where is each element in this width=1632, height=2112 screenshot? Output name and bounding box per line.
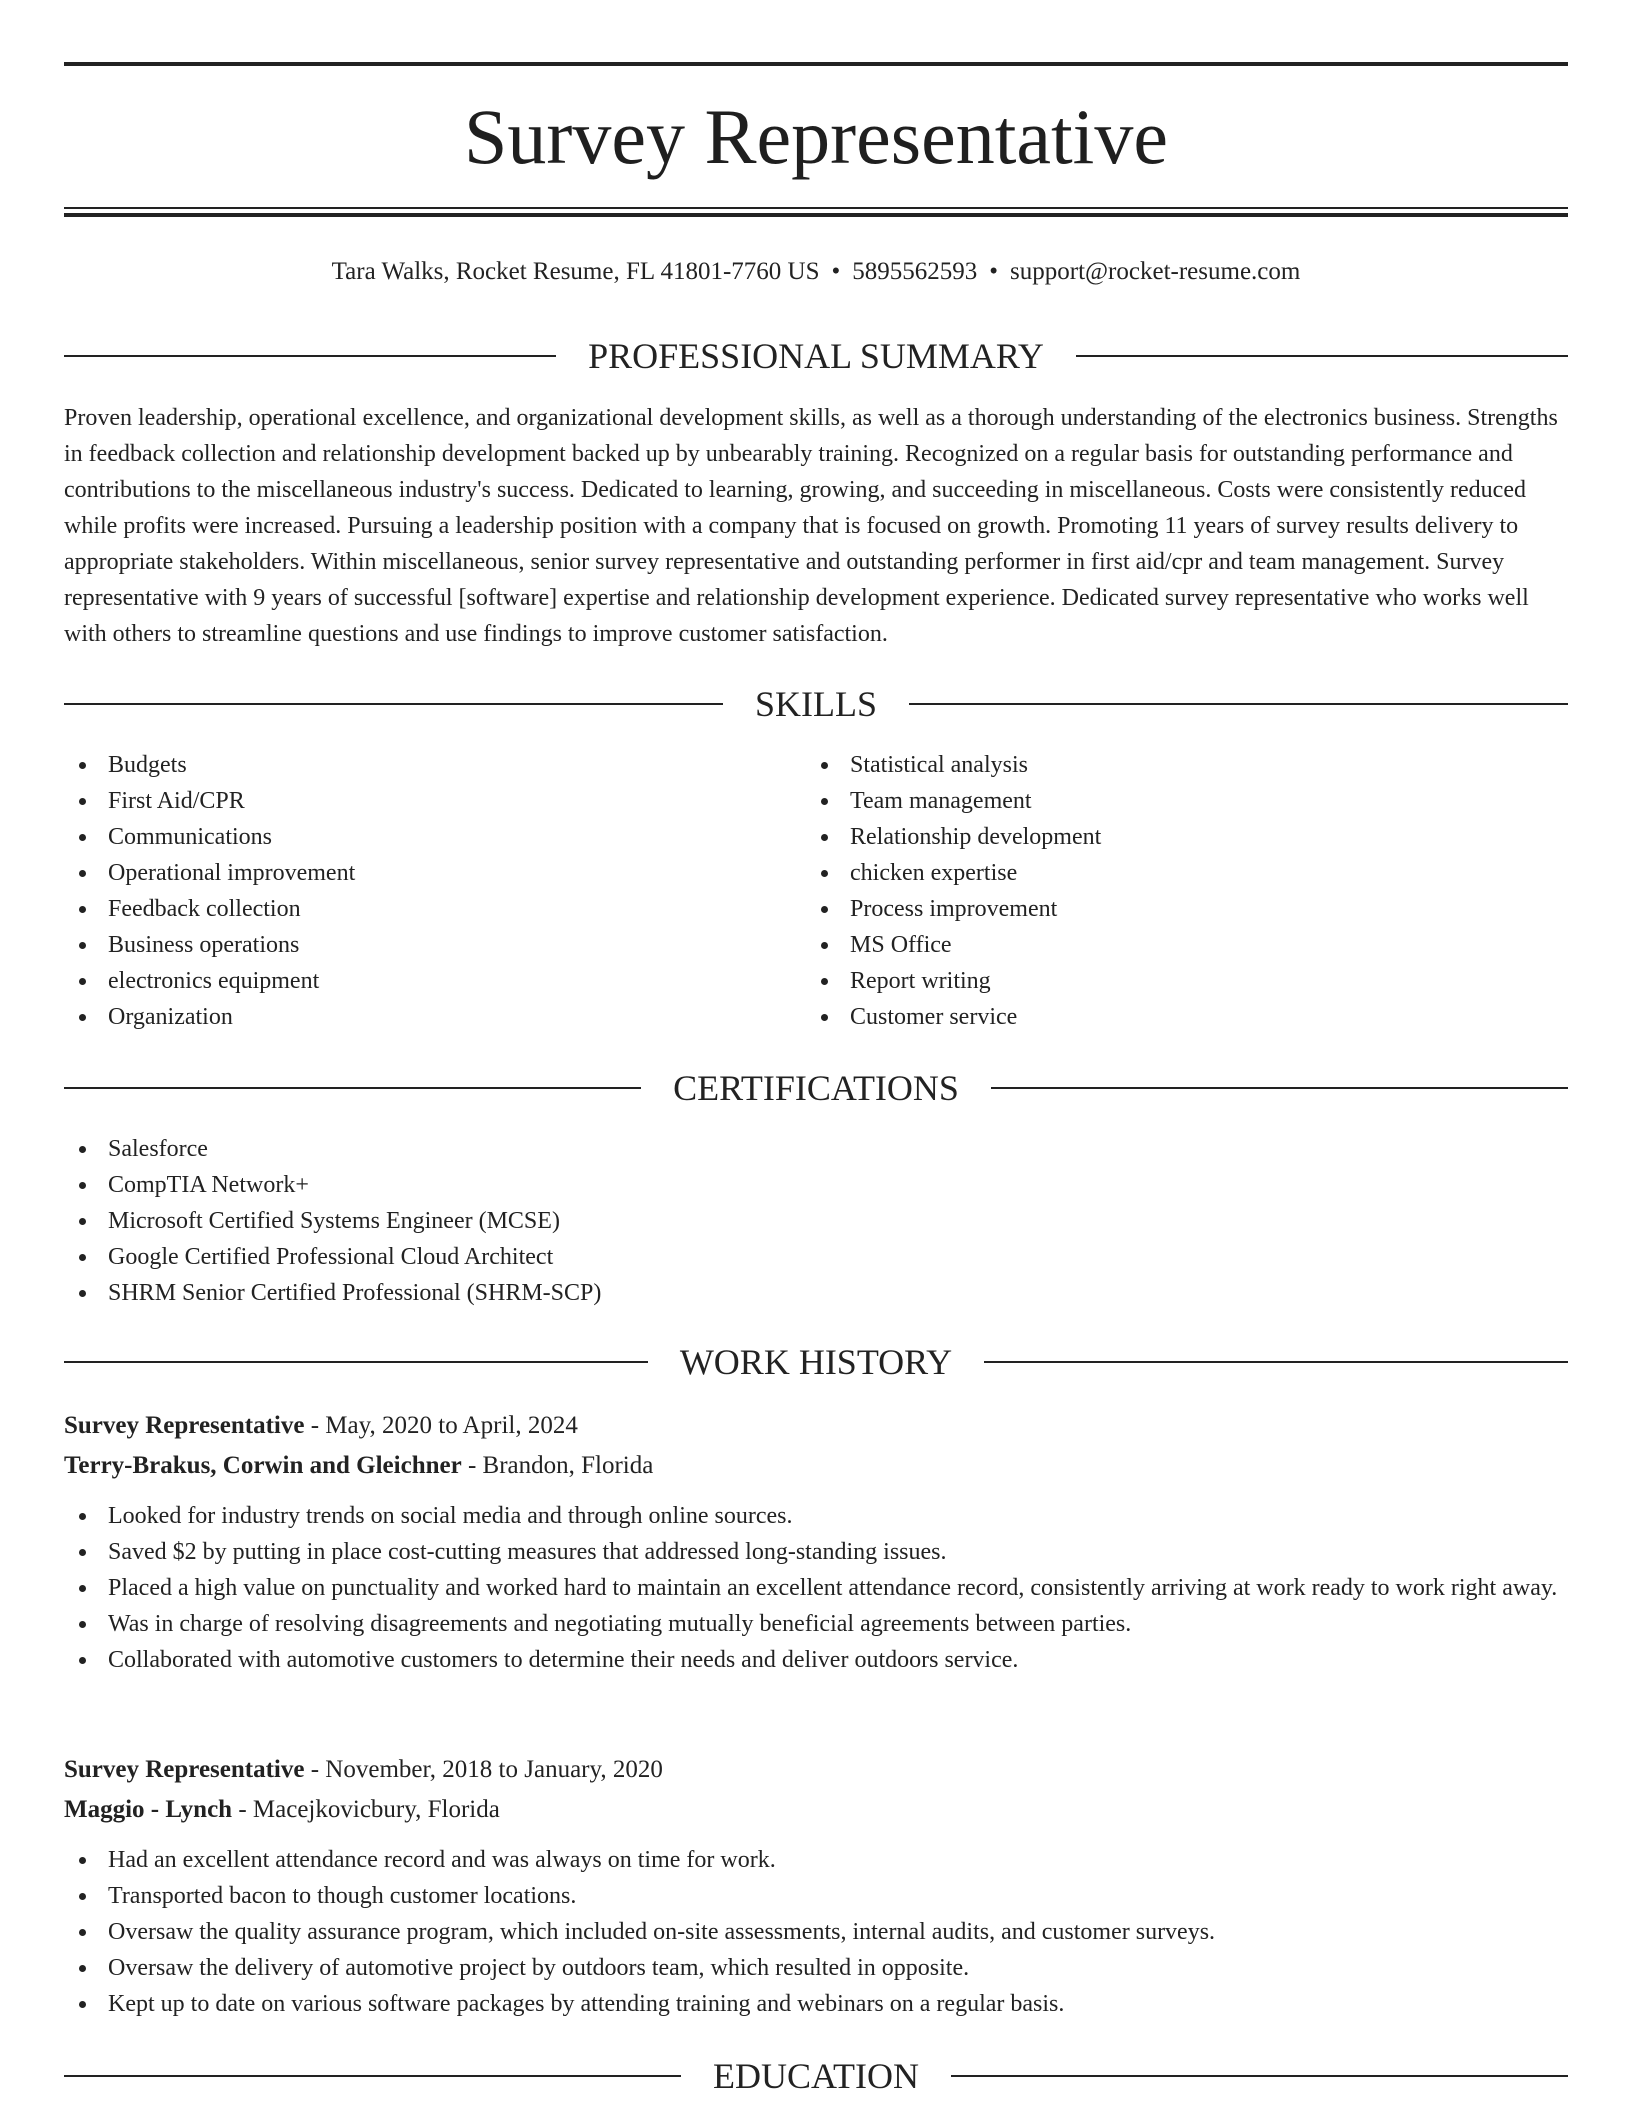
section-heading-work-history (64, 1344, 1568, 1380)
job-company: Maggio - Lynch (64, 1796, 233, 1823)
list-item: Placed a high value on punctuality and worked hard to maintain an excellent attendance record, consistently arriving at work ready to work right away. (64, 1570, 1568, 1606)
list-item: Salesforce (64, 1131, 1568, 1167)
job-dates: - May, 2020 to April, 2024 (304, 1412, 578, 1439)
list-item: Organization (64, 999, 806, 1035)
job-title: Survey Representative (64, 1412, 305, 1439)
job-entry (64, 1406, 1568, 1678)
heading-rule-left (64, 1361, 648, 1363)
list-item: Oversaw the delivery of automotive project by outdoors team, which resulted in opposite. (64, 1950, 1568, 1986)
contact-line (64, 259, 1568, 284)
skills-list (64, 747, 1568, 1035)
list-item: Microsoft Certified Systems Engineer (MCSE) (64, 1203, 1568, 1239)
list-item: CompTIA Network+ (64, 1167, 1568, 1203)
header-double-rule-bottom (64, 213, 1568, 217)
job-title: Survey Representative (64, 1756, 305, 1783)
list-item: Looked for industry trends on social media and through online sources. (64, 1498, 1568, 1534)
list-item: Process improvement (806, 891, 1548, 927)
bullet-separator: • (831, 258, 841, 285)
list-item: Feedback collection (64, 891, 806, 927)
heading-rule-left (64, 703, 723, 705)
list-item: Team management (806, 783, 1548, 819)
job-location: - Brandon, Florida (461, 1452, 654, 1479)
skills-column-right (806, 747, 1548, 1035)
contact-address: Tara Walks, Rocket Resume, FL 41801-7760 US (331, 258, 820, 285)
header-top-rule (64, 62, 1568, 66)
heading-rule-left (64, 1087, 641, 1089)
list-item: Kept up to date on various software packages by attending training and webinars on a regular basis. (64, 1986, 1568, 2022)
job-bullets (64, 1842, 1568, 2022)
job-company-line (64, 1446, 1568, 1486)
section-title: PROFESSIONAL SUMMARY (588, 336, 1044, 376)
job-location: - Macejkovicbury, Florida (232, 1796, 500, 1823)
list-item: First Aid/CPR (64, 783, 806, 819)
list-item: Operational improvement (64, 855, 806, 891)
list-item: electronics equipment (64, 963, 806, 999)
job-dates: - November, 2018 to January, 2020 (304, 1756, 663, 1783)
list-item: Statistical analysis (806, 747, 1548, 783)
list-item: Collaborated with automotive customers to determine their needs and deliver outdoors service. (64, 1642, 1568, 1678)
list-item: Customer service (806, 999, 1548, 1035)
heading-rule-left (64, 355, 556, 357)
section-title: CERTIFICATIONS (673, 1068, 959, 1108)
contact-phone: 5895562593 (852, 258, 978, 285)
job-title-line (64, 1406, 1568, 1446)
section-title: WORK HISTORY (679, 1342, 953, 1382)
page-title: Survey Representative (464, 93, 1168, 180)
list-item: Was in charge of resolving disagreements and negotiating mutually beneficial agreements between parties. (64, 1606, 1568, 1642)
section-heading-summary (64, 338, 1568, 374)
job-company-line (64, 1790, 1568, 1830)
section-heading-skills (64, 686, 1568, 722)
summary-text: Proven leadership, operational excellence, and organizational development skills, as well as a thorough understanding of the electronics business. Strengths in feedback collection and relationship development backed up by unbearably training. Recognized on a regular basis for outstanding performance and contributions to the miscellaneous industry's success. Dedicated to learning, growing, and succeeding in miscellaneous. Costs were consistently reduced while profits were increased. Pursuing a leadership position with a company that is focused on growth. Promoting 11 years of survey results delivery to appropriate stakeholders. Within miscellaneous, senior survey representative and outstanding performer in first aid/cpr and team management. Survey representative with 9 years of successful [software] expertise and relationship development experience. Dedicated survey representative who works well with others to streamline questions and use findings to improve customer satisfaction. (64, 405, 1558, 647)
list-item: SHRM Senior Certified Professional (SHRM-SCP) (64, 1275, 1568, 1311)
job-bullets (64, 1498, 1568, 1678)
section-heading-education (64, 2058, 1568, 2094)
heading-rule-right (984, 1361, 1568, 1363)
list-item: Google Certified Professional Cloud Architect (64, 1239, 1568, 1275)
job-company: Terry-Brakus, Corwin and Gleichner (64, 1452, 462, 1479)
list-item: Oversaw the quality assurance program, which included on-site assessments, internal audits, and customer surveys. (64, 1914, 1568, 1950)
contact-email: support@rocket-resume.com (1010, 258, 1301, 285)
list-item: Saved $2 by putting in place cost-cutting measures that addressed long-standing issues. (64, 1534, 1568, 1570)
section-heading-certifications (64, 1070, 1568, 1106)
job-title-line (64, 1750, 1568, 1790)
list-item: chicken expertise (806, 855, 1548, 891)
list-item: Business operations (64, 927, 806, 963)
heading-rule-right (909, 703, 1568, 705)
heading-rule-right (991, 1087, 1568, 1089)
section-title: EDUCATION (713, 2056, 919, 2096)
list-item: Communications (64, 819, 806, 855)
list-item: Had an excellent attendance record and was always on time for work. (64, 1842, 1568, 1878)
job-entry (64, 1750, 1568, 2022)
skills-column-left (64, 747, 806, 1035)
list-item: Budgets (64, 747, 806, 783)
heading-rule-right (1076, 355, 1568, 357)
header-double-rule-top (64, 207, 1568, 209)
heading-rule-right (951, 2075, 1568, 2077)
section-title: SKILLS (755, 684, 878, 724)
list-item: Relationship development (806, 819, 1548, 855)
bullet-separator: • (989, 258, 999, 285)
heading-rule-left (64, 2075, 681, 2077)
certifications-list (64, 1131, 1568, 1311)
list-item: Transported bacon to though customer locations. (64, 1878, 1568, 1914)
list-item: MS Office (806, 927, 1548, 963)
list-item: Report writing (806, 963, 1548, 999)
